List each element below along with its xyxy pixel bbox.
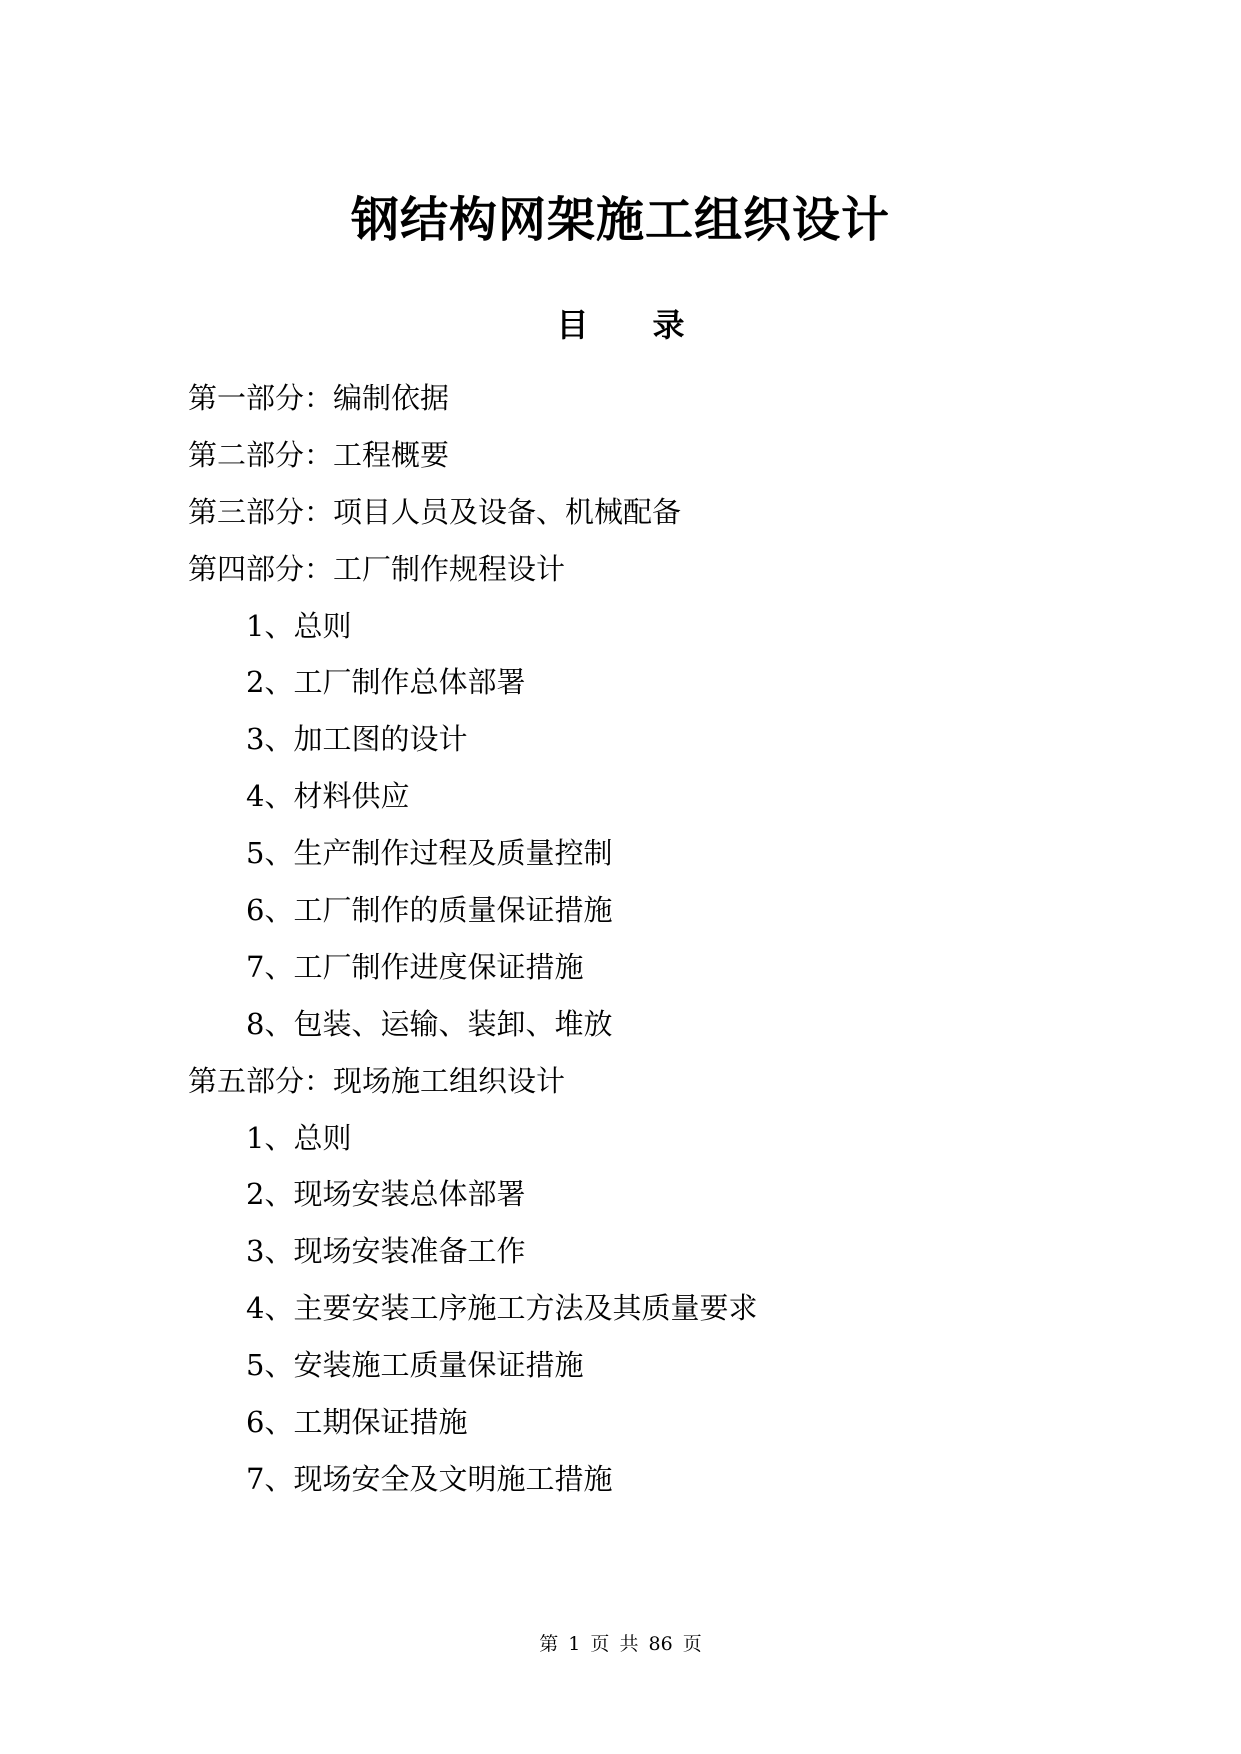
toc-subitem: 7、工厂制作进度保证措施	[246, 949, 584, 984]
toc-subitem: 1、总则	[246, 608, 352, 643]
toc-subitem: 3、现场安装准备工作	[246, 1234, 526, 1269]
toc-subitem: 6、工期保证措施	[246, 1405, 468, 1440]
toc-item: 第五部分：现场施工组织设计	[188, 1063, 566, 1098]
document-title: 钢结构网架施工组织设计	[350, 192, 890, 249]
toc-subitem: 8、包装、运输、装卸、堆放	[246, 1006, 613, 1041]
toc-item: 第二部分：工程概要	[188, 437, 450, 472]
table-of-contents	[188, 370, 757, 1508]
toc-subitem: 4、主要安装工序施工方法及其质量要求	[246, 1291, 758, 1326]
toc-subitem: 3、加工图的设计	[246, 722, 468, 757]
page-footer: 第 1 页 共 86 页	[539, 1633, 702, 1655]
toc-heading: 目 录	[556, 306, 685, 344]
toc-subitem: 2、现场安装总体部署	[246, 1177, 526, 1212]
toc-subitem: 5、生产制作过程及质量控制	[246, 836, 613, 871]
toc-item: 第三部分：项目人员及设备、机械配备	[188, 494, 682, 529]
toc-item: 第一部分：编制依据	[188, 381, 450, 415]
toc-subitem: 4、材料供应	[246, 779, 410, 814]
toc-subitem: 7、现场安全及文明施工措施	[246, 1461, 613, 1496]
toc-item: 第四部分：工厂制作规程设计	[188, 551, 566, 586]
toc-subitem: 5、安装施工质量保证措施	[246, 1348, 584, 1383]
toc-subitem: 1、总则	[246, 1120, 352, 1155]
toc-subitem: 6、工厂制作的质量保证措施	[246, 893, 613, 928]
toc-subitem: 2、工厂制作总体部署	[246, 665, 526, 700]
